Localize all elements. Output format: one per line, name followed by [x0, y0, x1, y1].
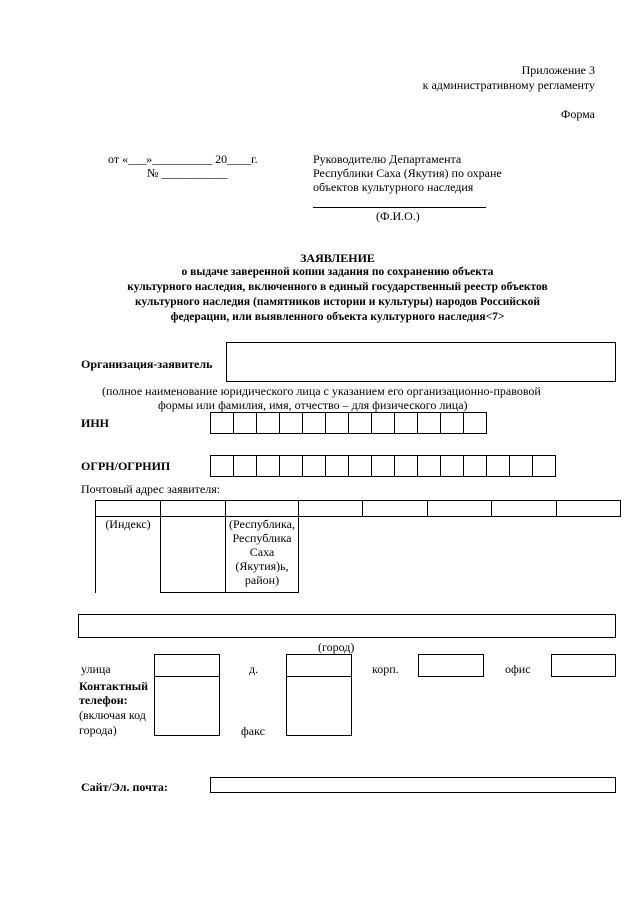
regulation-reference: к административному регламенту [422, 78, 595, 92]
ogrn-digit-cell[interactable] [257, 455, 280, 477]
postal-address-table [95, 500, 621, 593]
org-hint-2: формы или фамилия, имя, отчество – для физического лица) [158, 398, 468, 412]
ogrn-digit-cell[interactable] [280, 455, 303, 477]
phone-label-2: телефон: [79, 693, 128, 707]
inn-digit-cell[interactable] [441, 412, 464, 434]
address-cell-8[interactable] [557, 501, 621, 517]
org-label: Организация-заявитель [81, 357, 213, 371]
inn-digit-cell[interactable] [280, 412, 303, 434]
inn-digit-cell[interactable] [418, 412, 441, 434]
office-label: офис [505, 662, 531, 676]
ogrn-digit-cell[interactable] [510, 455, 533, 477]
phone-hint-1: (включая код [79, 708, 146, 722]
ogrn-digit-cell[interactable] [418, 455, 441, 477]
addressee-line-3: объектов культурного наследия [313, 180, 474, 194]
inn-digit-cell[interactable] [234, 412, 257, 434]
document-heading: ЗАЯВЛЕНИЕ [300, 251, 375, 265]
ogrn-digit-cell[interactable] [372, 455, 395, 477]
fio-label: (Ф.И.О.) [376, 209, 420, 223]
index-cell[interactable] [96, 501, 161, 517]
ogrn-digit-cell[interactable] [234, 455, 257, 477]
street-field[interactable] [154, 654, 220, 677]
appendix-number: Приложение 3 [521, 63, 595, 77]
title-line-3: культурного наследия (памятников истории и культуры) народов Российской [134, 296, 541, 308]
org-name-field[interactable] [226, 342, 616, 382]
inn-digit-cell[interactable] [257, 412, 280, 434]
ogrn-digit-cell[interactable] [533, 455, 556, 477]
address-cell-5[interactable] [363, 501, 428, 517]
building-label: корп. [372, 662, 399, 676]
site-email-field[interactable] [210, 777, 616, 793]
inn-digit-cell[interactable] [464, 412, 487, 434]
form-label: Форма [560, 107, 595, 121]
title-line-2: культурного наследия, включенного в единый государственный реестр объектов [127, 281, 548, 293]
ogrn-digit-cell[interactable] [349, 455, 372, 477]
street-label: улица [81, 662, 111, 676]
address-cell-4[interactable] [299, 501, 363, 517]
addressee-line-2: Республики Саха (Якутия) по охране [313, 166, 502, 180]
ogrn-label: ОГРН/ОГРНИП [81, 459, 171, 473]
city-field[interactable] [78, 614, 616, 638]
title-line-4: федерации, или выявленного объекта культурного наследия<7> [170, 311, 505, 323]
postal-address-label: Почтовый адрес заявителя: [81, 482, 221, 496]
ogrn-digit-cell[interactable] [464, 455, 487, 477]
index-label: (Индекс) [96, 517, 161, 593]
phone-hint-2: города) [79, 723, 117, 737]
date-line: от «___»__________ 20____г. [108, 152, 258, 166]
ogrn-digit-cell[interactable] [441, 455, 464, 477]
inn-digit-cell[interactable] [349, 412, 372, 434]
ogrn-digit-cell[interactable] [487, 455, 510, 477]
ogrn-digit-cell[interactable] [395, 455, 418, 477]
region-cell[interactable] [226, 501, 299, 517]
inn-digit-cell[interactable] [395, 412, 418, 434]
inn-digit-cell[interactable] [211, 412, 234, 434]
phone-label-1: Контактный [79, 679, 149, 693]
house-field[interactable] [286, 654, 352, 677]
ogrn-digit-grid [210, 455, 556, 477]
house-label: д. [249, 662, 259, 676]
ogrn-digit-cell[interactable] [326, 455, 349, 477]
title-line-1: о выдаче заверенной копии задания по сохранению объекта [181, 266, 494, 278]
inn-digit-cell[interactable] [372, 412, 395, 434]
office-field[interactable] [551, 654, 616, 677]
ogrn-digit-cell[interactable] [303, 455, 326, 477]
address-cell-6[interactable] [428, 501, 492, 517]
region-label: (Республика, Республика Саха (Якутия)ь, район) [226, 517, 299, 593]
fio-underline[interactable] [313, 207, 486, 208]
phone-field[interactable] [154, 676, 220, 736]
site-email-label: Сайт/Эл. почта: [81, 780, 168, 794]
address-label-cell-2 [161, 517, 226, 593]
addressee-line-1: Руководителю Департамента [313, 152, 462, 166]
address-cell-7[interactable] [492, 501, 557, 517]
fax-label: факс [241, 724, 265, 738]
building-field[interactable] [418, 654, 484, 677]
org-hint-1: (полное наименование юридического лица с указанием его организационно-правовой [102, 384, 541, 398]
inn-digit-grid [210, 412, 487, 434]
inn-label: ИНН [81, 416, 110, 430]
inn-digit-cell[interactable] [326, 412, 349, 434]
inn-digit-cell[interactable] [303, 412, 326, 434]
address-cell-2[interactable] [161, 501, 226, 517]
ogrn-digit-cell[interactable] [211, 455, 234, 477]
number-line: № ___________ [147, 166, 228, 180]
fax-field[interactable] [286, 676, 352, 736]
city-label: (город) [318, 640, 355, 654]
